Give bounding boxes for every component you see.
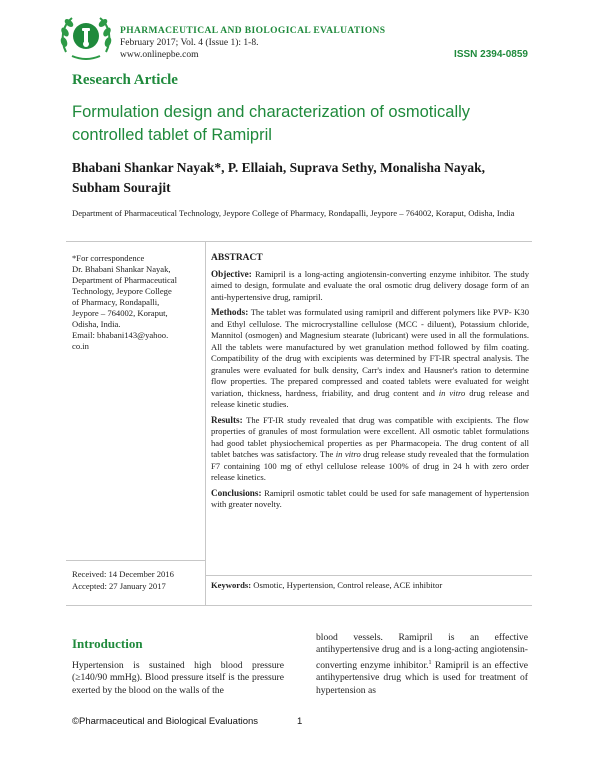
keywords-label: Keywords:: [211, 580, 252, 590]
correspondence-email[interactable]: Email: bhabani143@yahoo.: [72, 330, 169, 340]
introduction-heading: Introduction: [72, 636, 143, 651]
correspondence-line: Technology, Jeypore College: [72, 286, 172, 296]
accepted-date: Accepted: 27 January 2017: [72, 581, 166, 591]
correspondence-line: Dr. Bhabani Shankar Nayak,: [72, 264, 171, 274]
author-list: Bhabani Shankar Nayak*, P. Ellaiah, Suprava Sethy, Monalisha Nayak, Subham Sourajit: [72, 160, 486, 195]
divider-vertical: [205, 241, 206, 605]
journal-logo-icon: [58, 12, 114, 60]
methods-italic: in vitro: [438, 387, 466, 398]
objective-label: Objective:: [211, 268, 252, 279]
keywords-text: Osmotic, Hypertension, Control release, ACE inhibitor: [253, 580, 443, 590]
results-text-2: drug release study revealed that the formulation F7 containing 100 mg of ethyl cellulose release 100% of drug in 24 h with zero order release kinetics.: [211, 449, 529, 482]
article-title: Formulation design and characterization of osmotically controlled tablet of Ramipril: [72, 103, 471, 144]
methods-text-2: drug release and release kinetic studies.: [211, 387, 529, 409]
correspondence-line: Department of Pharmaceutical: [72, 275, 177, 285]
correspondence-line: Odisha, India.: [72, 319, 121, 329]
correspondence-email-cont[interactable]: co.in: [72, 341, 89, 351]
objective-text: Ramipril is a long-acting angiotensin-converting enzyme inhibitor. The study aimed to design, formulate and evaluate the oral osmotic drug delivery dosage form of an anti-hypertensive drug, ramipril.: [211, 268, 529, 302]
abstract-conclusions: [211, 488, 529, 511]
results-italic: in vitro: [335, 449, 361, 459]
issn-label: ISSN 2394-0859: [454, 49, 528, 60]
introduction-col1: Hypertension is sustained high blood pressure (≥140/90 mmHg). Blood pressure itself is the pressure exerted by the blood on the walls of the: [72, 660, 284, 696]
conclusions-label: Conclusions:: [211, 487, 262, 498]
abstract-results: [211, 415, 529, 484]
abstract-heading: ABSTRACT: [211, 253, 263, 263]
correspondence-line: *For correspondence: [72, 253, 145, 263]
correspondence-line: Jeypore – 764002, Koraput,: [72, 308, 168, 318]
received-date: Received: 14 December 2016: [72, 569, 174, 579]
journal-issue: February 2017; Vol. 4 (Issue 1): 1-8.: [120, 38, 259, 48]
journal-url[interactable]: www.onlinepbe.com: [120, 50, 199, 60]
introduction-col2-text-2: Ramipril is an effective antihypertensive drug which is used for treatment of hypertension as: [316, 660, 528, 696]
page-number: 1: [297, 716, 303, 727]
methods-label: Methods:: [211, 307, 249, 317]
divider-bottom: [66, 605, 532, 606]
footer-copyright: ©Pharmaceutical and Biological Evaluations: [72, 716, 259, 727]
journal-name: PHARMACEUTICAL AND BIOLOGICAL EVALUATIONS: [120, 26, 386, 36]
introduction-col2-text: blood vessels. Ramipril is an effective antihypertensive drug and is a long-acting angiotensin-converting enzyme inhibitor.: [316, 632, 528, 671]
citation-1: 1: [428, 659, 432, 666]
correspondence-line: of Pharmacy, Rondapalli,: [72, 297, 160, 307]
conclusions-text: Ramipril osmotic tablet could be used for safe management of hypertension with greater novelty.: [211, 487, 529, 509]
results-text: The FT-IR study revealed that drug was compatible with excipients. The flow properties of granules of most formulation were excellent. All osmotic tablet formulations had good tablet physiochemical properties as per Pharmacopeia. The drug content of all tablet batches was satisfactory. The: [211, 414, 529, 459]
divider-abstract-keywords: [205, 575, 532, 576]
methods-text: The tablet was formulated using ramipril and different polymers like PVP- K30 and Ethyl cellulose. The microcrystalline cellulose (MCC - diluent), Potassium chloride, Mannitol (osmogen) and Magnesium stearate (lubricant) were used in all the formulations. All the tablets were manufactured by wet granulation method followed by film coating. Compatibility of the drug with excipients was determined by FT-IR spectral analysis. The granules were evaluated for bulk density, Carr's index and Hausner's ration to determine flow properties. The prepared compressed and coated tablets were evaluated for weight variation, thickness, hardness, friability, and drug content and: [211, 307, 529, 398]
affiliation: Department of Pharmaceutical Technology, Jeypore College of Pharmacy, Rondapalli, Jeypore – 764002, Koraput, Odisha, India: [72, 208, 515, 218]
divider-left-date: [66, 560, 205, 561]
results-label: Results:: [211, 414, 243, 425]
abstract-methods: [211, 307, 529, 411]
correspondence-block: [72, 253, 202, 352]
divider-top: [66, 241, 532, 242]
abstract: [211, 253, 529, 515]
abstract-objective: [211, 269, 529, 304]
introduction-col2: [316, 632, 528, 697]
keywords: [211, 580, 531, 590]
article-type: Research Article: [72, 72, 178, 88]
